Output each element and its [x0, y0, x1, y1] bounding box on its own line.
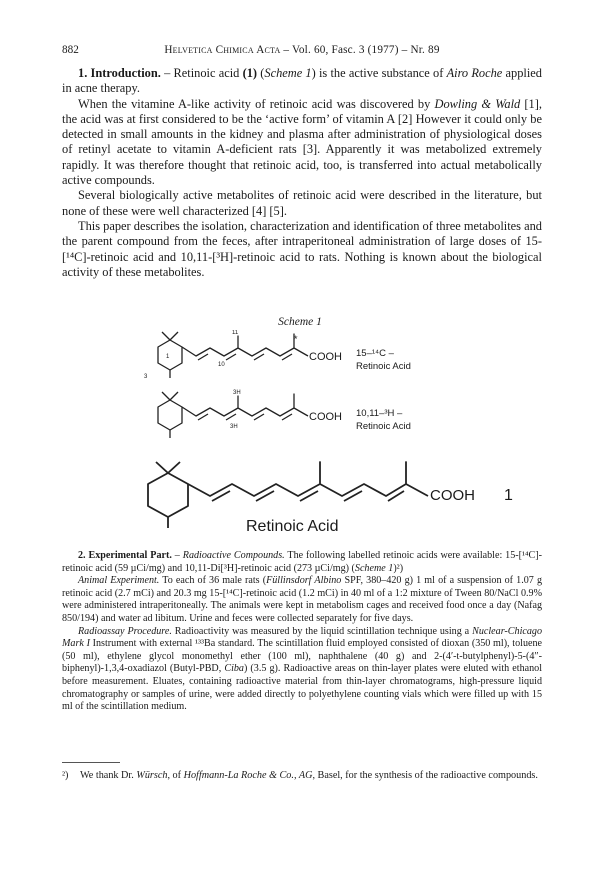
text: , of: [167, 770, 184, 781]
instrument: Nuclear-Chicago Mark I: [62, 625, 542, 650]
introduction-section: [62, 66, 542, 280]
text: Radioactivity was measured by the liquid scintillation technique using a: [171, 625, 473, 637]
s1-label-line2: Retinoic Acid: [356, 361, 411, 372]
subheading: Animal Experiment.: [78, 575, 160, 587]
s2-tritium-bottom: 3H: [230, 424, 238, 430]
s3-compound-number: 1: [504, 487, 513, 504]
text: To each of 36 male rats (: [159, 575, 267, 587]
intro-paragraph-1: [62, 66, 542, 97]
s2-tritium-top: 3H: [233, 390, 241, 396]
brand-name: Airo Roche: [446, 66, 503, 80]
subheading: Radioactive Compounds.: [182, 550, 285, 561]
text: , Basel, for the synthesis of the radioactive compounds.: [312, 770, 538, 781]
intro-paragraph-4: This paper describes the isolation, characterization and identification of three metabolites and the parent compound from the feces, after intraperitoneal administration of large doses of 15-[¹⁴C]-retinoic acid and 10,11-[³H]-retinoic acid to rats. Nothing is known about the biological activity of these metabolites.: [62, 218, 542, 279]
s3-name: Retinoic Acid: [246, 518, 339, 535]
s1-cooh: COOH: [309, 351, 342, 363]
text: When the vitamine A-like activity of retinoic acid was discovered by: [78, 96, 435, 111]
s1-n10: 10: [218, 362, 225, 368]
intro-heading: 1. Introduction.: [78, 66, 161, 80]
exp-paragraph-1: 2. Experimental Part. – Radioactive Compounds. The following labelled retinoic acids were available: 15-[¹⁴C]-retinoic acid (59 µCi/mg) and 10,11-Di[³H]-retinoic acid (273 µCi/mg) (Scheme 1)²): [62, 550, 542, 574]
text: The following labelled retinoic acids were available: 15-[¹⁴C]-retinoic acid (59 µCi/mg) and 10,11-Di[³H]-retinoic acid (273 µCi/mg) (: [62, 550, 542, 574]
text: [1], the acid was at first considered to be the ‘active form’ of vitamin A [2] However it could only be detected in small amounts in the kidney and plasma after administration of physiological doses of retinyl acetate to vitamin A-deficient rats [3]. Apparently it was metabolized extremely rapidly. It was therefore thought that retinoic acid, too, is transferred into actual metabolically active compounds.: [62, 96, 542, 188]
text: – Retinoic acid: [160, 66, 243, 80]
s3-cooh: COOH: [430, 487, 475, 504]
s1-n11: 11: [232, 330, 239, 336]
structure-10-11-3h-retinoic-acid: [158, 392, 308, 438]
text: SPF, 380–420 g) 1 ml of a suspension of 1.07 g retinoic acid (2.7 mCi) and 20.3 mg 15-[¹⁴C]-retinoic acid (1.2 mCi) in 40 ml of a 1:2 mixture of Tween 80/NaCl 0.9% were administered intraperitoneally. The animals were kept in metabolism cages and received food once a day (Nafag 850/194) and water ad libitum. Urine and feces were collected separately for five days.: [62, 575, 542, 624]
s2-label-line1: 10,11–³H –: [356, 408, 403, 419]
journal-line: [62, 44, 542, 56]
text: (: [257, 66, 265, 80]
s1-n3: 3: [144, 374, 148, 380]
s1-label-star: *: [294, 334, 298, 344]
running-header: [62, 44, 542, 56]
footnote: [62, 769, 542, 782]
scheme-ref: Scheme 1: [264, 66, 312, 80]
text: ) (3.5 g). Radioactive areas on thin-layer plates were eluted with ethanol before measurement. Eluates, containing radioactive material from thin-layer chromatograms, high-pressure liquid chromatography or samples of urine, were added directly to polyethylene counting vials which were filled up with 15 ml of the scintillation medium.: [62, 663, 542, 713]
footnote-text: [80, 769, 542, 782]
exp-paragraph-3: [62, 626, 542, 714]
footnote-mark: ²): [62, 770, 69, 781]
text: We thank Dr.: [80, 770, 137, 781]
journal-name: Helvetica Chimica Acta: [164, 44, 281, 56]
authors: Dowling & Wald: [434, 96, 521, 111]
scheme-1-structures: [0, 330, 600, 545]
rat-strain: Füllinsdorf Albino: [266, 575, 342, 587]
exp-heading: 2. Experimental Part.: [78, 550, 172, 561]
scheme-ref: Scheme 1: [354, 562, 394, 574]
s2-label-line2: Retinoic Acid: [356, 421, 411, 432]
text: ) is the active substance of: [311, 66, 447, 80]
intro-paragraph-3: Several biologically active metabolites of retinoic acid were described in the literature, but none of these were well characterized [4] [5].: [62, 188, 542, 218]
text: )²): [393, 562, 404, 574]
experimental-section: [62, 550, 542, 714]
intro-paragraph-2: [62, 97, 542, 189]
structure-15c-retinoic-acid: [158, 332, 308, 378]
footnote-rule: [62, 762, 120, 763]
s2-cooh: COOH: [309, 411, 342, 423]
s1-label-line1: 15–¹⁴C –: [356, 348, 394, 359]
company: Ciba: [224, 663, 244, 675]
exp-paragraph-2: [62, 575, 542, 625]
text: Instrument with external ¹³³Ba standard. The scintillation fluid employed consisted of dioxan (350 ml), toluene (50 ml), ethylene glycol monomethyl ether (100 ml), naphthalene (40 g) and 2-(4′-t-butylphenyl)-5-(4″-biphenyl)-1,3,4-oxadiazol (Butyl-PBD,: [62, 638, 542, 675]
volume-info: – Vol. 60, Fasc. 3 (1977) – Nr. 89: [280, 44, 440, 56]
scheme-title: Scheme 1: [278, 316, 322, 328]
text: applied in acne therapy.: [62, 66, 543, 96]
subheading: Radioassay Procedure.: [78, 625, 172, 637]
person: Würsch: [136, 770, 168, 781]
s1-n1: 1: [166, 354, 170, 360]
company: Hoffmann-La Roche & Co., AG: [183, 770, 313, 781]
page-number: 882: [62, 44, 79, 56]
compound-number: (1): [242, 66, 258, 80]
